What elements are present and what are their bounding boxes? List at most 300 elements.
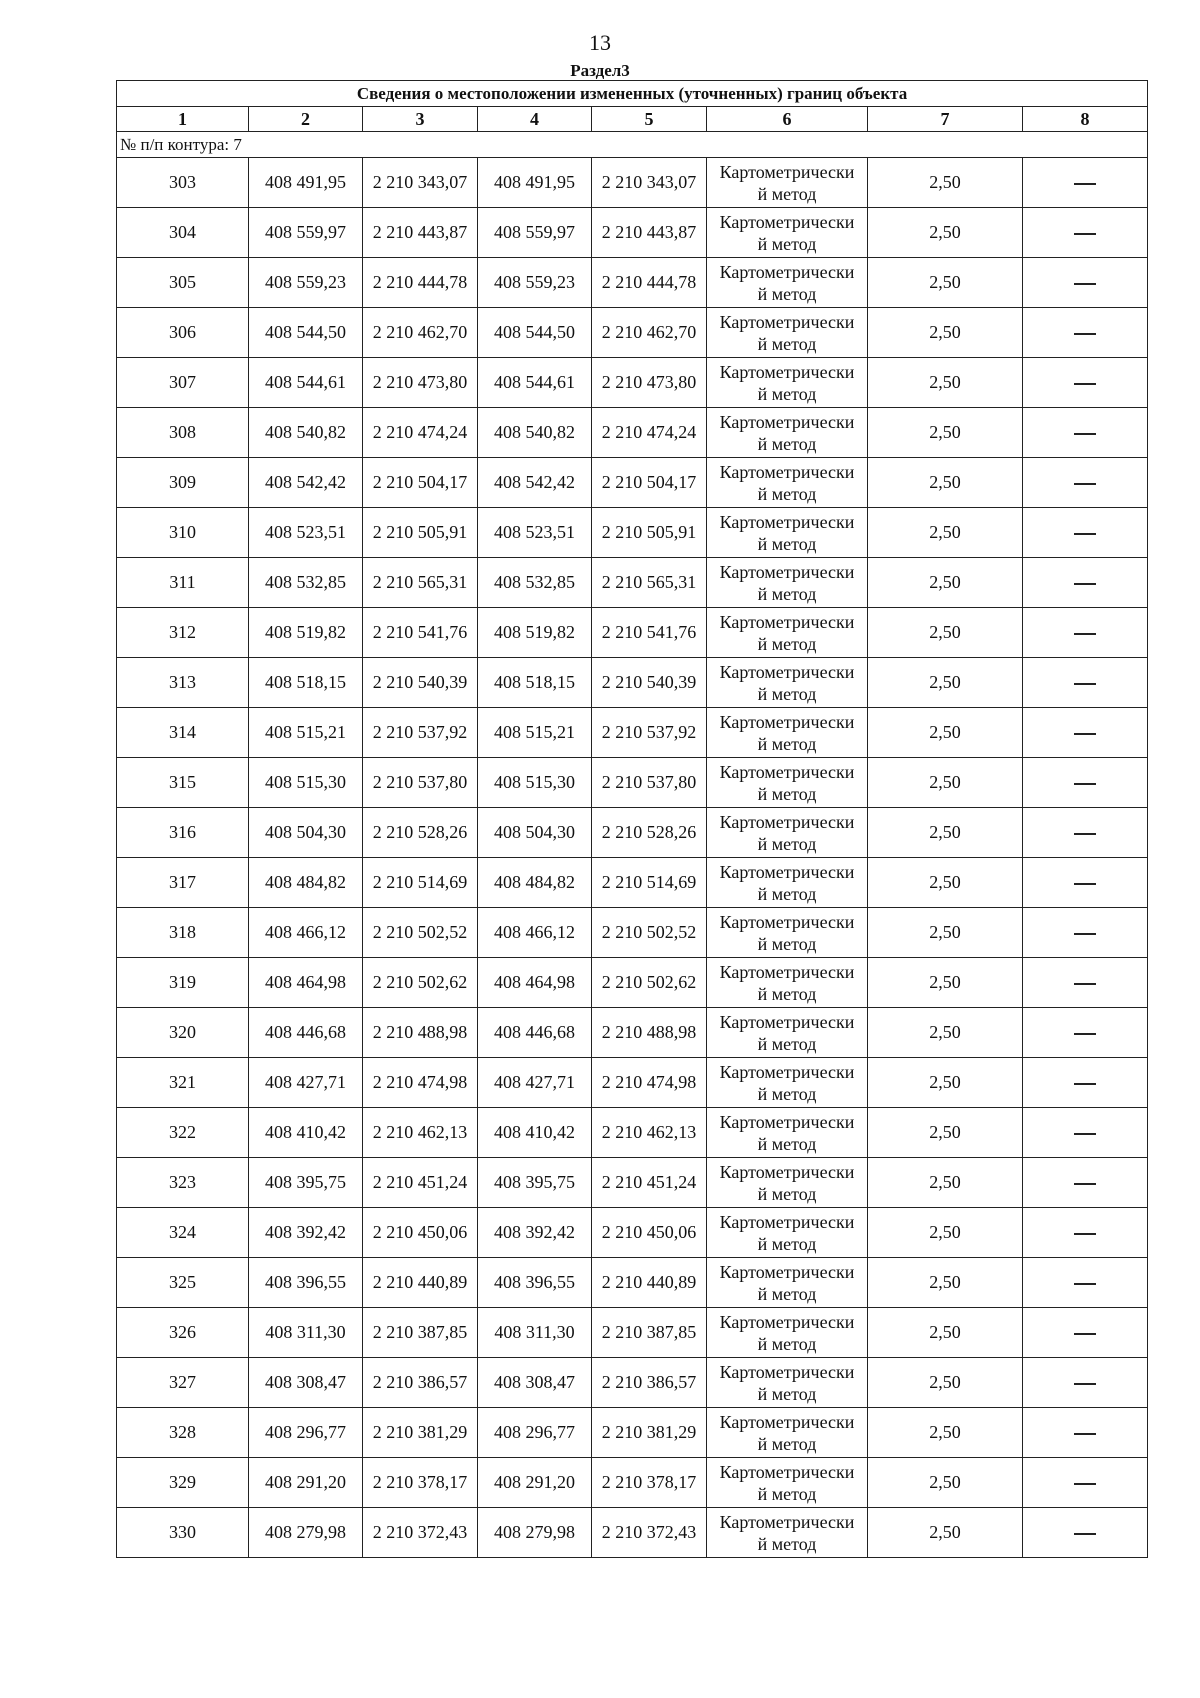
notes-cell xyxy=(1023,1358,1148,1408)
column-header: 6 xyxy=(707,107,868,132)
notes-cell xyxy=(1023,1408,1148,1458)
table-row xyxy=(117,258,1148,308)
method-cell xyxy=(707,1258,868,1308)
method-cell xyxy=(707,1508,868,1558)
method-cell xyxy=(707,1158,868,1208)
method-line-2: й метод xyxy=(757,1383,817,1404)
method-line-2: й метод xyxy=(757,533,817,554)
table-row xyxy=(117,558,1148,608)
notes-cell xyxy=(1023,408,1148,458)
notes-cell xyxy=(1023,1008,1148,1058)
point-number-cell: 307 xyxy=(117,358,249,408)
notes-cell xyxy=(1023,1208,1148,1258)
accuracy-cell: 2,50 xyxy=(868,1508,1023,1558)
method-line-2: й метод xyxy=(757,233,817,254)
method-cell xyxy=(707,558,868,608)
table-row xyxy=(117,508,1148,558)
notes-cell xyxy=(1023,658,1148,708)
existing-x-cell: 408 396,55 xyxy=(249,1258,363,1308)
existing-x-cell: 408 427,71 xyxy=(249,1058,363,1108)
em-dash-icon xyxy=(1074,1533,1096,1535)
page-number: 13 xyxy=(589,30,611,55)
method-cell xyxy=(707,608,868,658)
method-line-1: Картометрически xyxy=(719,761,855,782)
refined-x-cell: 408 532,85 xyxy=(478,558,592,608)
method-cell xyxy=(707,708,868,758)
refined-y-cell: 2 210 514,69 xyxy=(592,858,707,908)
table-row xyxy=(117,1208,1148,1258)
point-number-cell: 317 xyxy=(117,858,249,908)
method-line-2: й метод xyxy=(757,1083,817,1104)
column-header: 1 xyxy=(117,107,249,132)
em-dash-icon xyxy=(1074,283,1096,285)
method-cell xyxy=(707,1408,868,1458)
column-header: 8 xyxy=(1023,107,1148,132)
column-header: 7 xyxy=(868,107,1023,132)
accuracy-cell: 2,50 xyxy=(868,1008,1023,1058)
notes-cell xyxy=(1023,258,1148,308)
refined-y-cell: 2 210 540,39 xyxy=(592,658,707,708)
accuracy-cell: 2,50 xyxy=(868,658,1023,708)
refined-y-cell: 2 210 443,87 xyxy=(592,208,707,258)
existing-x-cell: 408 544,50 xyxy=(249,308,363,358)
method-cell xyxy=(707,1108,868,1158)
accuracy-cell: 2,50 xyxy=(868,858,1023,908)
accuracy-cell: 2,50 xyxy=(868,1408,1023,1458)
method-cell xyxy=(707,408,868,458)
accuracy-cell: 2,50 xyxy=(868,708,1023,758)
point-number-cell: 310 xyxy=(117,508,249,558)
table-row xyxy=(117,1158,1148,1208)
refined-y-cell: 2 210 505,91 xyxy=(592,508,707,558)
accuracy-cell: 2,50 xyxy=(868,358,1023,408)
table-row xyxy=(117,158,1148,208)
refined-x-cell: 408 464,98 xyxy=(478,958,592,1008)
refined-y-cell: 2 210 386,57 xyxy=(592,1358,707,1408)
existing-x-cell: 408 491,95 xyxy=(249,158,363,208)
method-cell xyxy=(707,458,868,508)
accuracy-cell: 2,50 xyxy=(868,758,1023,808)
method-line-1: Картометрически xyxy=(719,1011,855,1032)
method-line-2: й метод xyxy=(757,383,817,404)
refined-y-cell: 2 210 488,98 xyxy=(592,1008,707,1058)
method-cell xyxy=(707,1208,868,1258)
table-caption: Сведения о местоположении измененных (уточненных) границ объекта xyxy=(117,81,1148,107)
point-number-cell: 316 xyxy=(117,808,249,858)
refined-x-cell: 408 519,82 xyxy=(478,608,592,658)
refined-x-cell: 408 392,42 xyxy=(478,1208,592,1258)
refined-x-cell: 408 540,82 xyxy=(478,408,592,458)
method-cell xyxy=(707,658,868,708)
point-number-cell: 306 xyxy=(117,308,249,358)
point-number-cell: 319 xyxy=(117,958,249,1008)
em-dash-icon xyxy=(1074,683,1096,685)
method-line-1: Картометрически xyxy=(719,861,855,882)
em-dash-icon xyxy=(1074,533,1096,535)
table-row xyxy=(117,758,1148,808)
method-cell xyxy=(707,158,868,208)
method-line-1: Картометрически xyxy=(719,161,855,182)
em-dash-icon xyxy=(1074,1333,1096,1335)
em-dash-icon xyxy=(1074,883,1096,885)
existing-y-cell: 2 210 540,39 xyxy=(363,658,478,708)
refined-y-cell: 2 210 474,24 xyxy=(592,408,707,458)
refined-x-cell: 408 518,15 xyxy=(478,658,592,708)
existing-x-cell: 408 540,82 xyxy=(249,408,363,458)
em-dash-icon xyxy=(1074,433,1096,435)
em-dash-icon xyxy=(1074,1483,1096,1485)
table-row xyxy=(117,608,1148,658)
table-row xyxy=(117,1358,1148,1408)
existing-x-cell: 408 532,85 xyxy=(249,558,363,608)
point-number-cell: 324 xyxy=(117,1208,249,1258)
refined-y-cell: 2 210 440,89 xyxy=(592,1258,707,1308)
point-number-cell: 329 xyxy=(117,1458,249,1508)
table-row xyxy=(117,1008,1148,1058)
refined-y-cell: 2 210 378,17 xyxy=(592,1458,707,1508)
table-row xyxy=(117,1308,1148,1358)
refined-x-cell: 408 559,97 xyxy=(478,208,592,258)
point-number-cell: 323 xyxy=(117,1158,249,1208)
refined-y-cell: 2 210 462,70 xyxy=(592,308,707,358)
method-line-2: й метод xyxy=(757,1483,817,1504)
point-number-cell: 303 xyxy=(117,158,249,208)
existing-y-cell: 2 210 528,26 xyxy=(363,808,478,858)
table-row xyxy=(117,858,1148,908)
method-cell xyxy=(707,1308,868,1358)
refined-y-cell: 2 210 537,92 xyxy=(592,708,707,758)
accuracy-cell: 2,50 xyxy=(868,808,1023,858)
refined-x-cell: 408 395,75 xyxy=(478,1158,592,1208)
em-dash-icon xyxy=(1074,483,1096,485)
point-number-cell: 312 xyxy=(117,608,249,658)
accuracy-cell: 2,50 xyxy=(868,1108,1023,1158)
table-row xyxy=(117,408,1148,458)
method-line-2: й метод xyxy=(757,333,817,354)
em-dash-icon xyxy=(1074,233,1096,235)
accuracy-cell: 2,50 xyxy=(868,258,1023,308)
refined-y-cell: 2 210 343,07 xyxy=(592,158,707,208)
table-row xyxy=(117,1258,1148,1308)
method-cell xyxy=(707,958,868,1008)
existing-y-cell: 2 210 343,07 xyxy=(363,158,478,208)
existing-x-cell: 408 291,20 xyxy=(249,1458,363,1508)
method-line-1: Картометрически xyxy=(719,711,855,732)
section-label: Раздел3 xyxy=(570,61,630,80)
existing-y-cell: 2 210 502,62 xyxy=(363,958,478,1008)
notes-cell xyxy=(1023,1308,1148,1358)
em-dash-icon xyxy=(1074,833,1096,835)
refined-x-cell: 408 515,30 xyxy=(478,758,592,808)
method-line-1: Картометрически xyxy=(719,561,855,582)
refined-x-cell: 408 308,47 xyxy=(478,1358,592,1408)
existing-y-cell: 2 210 451,24 xyxy=(363,1158,478,1208)
method-line-1: Картометрически xyxy=(719,211,855,232)
table-row xyxy=(117,908,1148,958)
notes-cell xyxy=(1023,558,1148,608)
existing-y-cell: 2 210 505,91 xyxy=(363,508,478,558)
notes-cell xyxy=(1023,208,1148,258)
table-row xyxy=(117,1458,1148,1508)
notes-cell xyxy=(1023,908,1148,958)
notes-cell xyxy=(1023,708,1148,758)
method-line-1: Картометрически xyxy=(719,361,855,382)
method-line-1: Картометрически xyxy=(719,1511,855,1532)
accuracy-cell: 2,50 xyxy=(868,458,1023,508)
table-row xyxy=(117,958,1148,1008)
table-caption-row xyxy=(117,81,1148,107)
accuracy-cell: 2,50 xyxy=(868,408,1023,458)
point-number-cell: 309 xyxy=(117,458,249,508)
method-line-1: Картометрически xyxy=(719,1261,855,1282)
refined-x-cell: 408 396,55 xyxy=(478,1258,592,1308)
refined-x-cell: 408 515,21 xyxy=(478,708,592,758)
refined-x-cell: 408 491,95 xyxy=(478,158,592,208)
refined-x-cell: 408 296,77 xyxy=(478,1408,592,1458)
refined-x-cell: 408 427,71 xyxy=(478,1058,592,1108)
method-cell xyxy=(707,858,868,908)
method-line-2: й метод xyxy=(757,983,817,1004)
notes-cell xyxy=(1023,1158,1148,1208)
notes-cell xyxy=(1023,758,1148,808)
method-line-2: й метод xyxy=(757,1033,817,1054)
method-line-2: й метод xyxy=(757,633,817,654)
method-cell xyxy=(707,1058,868,1108)
method-line-2: й метод xyxy=(757,1333,817,1354)
notes-cell xyxy=(1023,158,1148,208)
refined-x-cell: 408 466,12 xyxy=(478,908,592,958)
table-row xyxy=(117,1058,1148,1108)
method-line-2: й метод xyxy=(757,883,817,904)
em-dash-icon xyxy=(1074,1133,1096,1135)
point-number-cell: 308 xyxy=(117,408,249,458)
table-row xyxy=(117,1508,1148,1558)
refined-x-cell: 408 544,50 xyxy=(478,308,592,358)
existing-y-cell: 2 210 541,76 xyxy=(363,608,478,658)
existing-y-cell: 2 210 514,69 xyxy=(363,858,478,908)
existing-y-cell: 2 210 387,85 xyxy=(363,1308,478,1358)
em-dash-icon xyxy=(1074,633,1096,635)
refined-x-cell: 408 279,98 xyxy=(478,1508,592,1558)
method-cell xyxy=(707,808,868,858)
method-cell xyxy=(707,1008,868,1058)
em-dash-icon xyxy=(1074,783,1096,785)
refined-x-cell: 408 559,23 xyxy=(478,258,592,308)
existing-x-cell: 408 484,82 xyxy=(249,858,363,908)
accuracy-cell: 2,50 xyxy=(868,308,1023,358)
existing-y-cell: 2 210 502,52 xyxy=(363,908,478,958)
accuracy-cell: 2,50 xyxy=(868,1458,1023,1508)
existing-y-cell: 2 210 444,78 xyxy=(363,258,478,308)
method-line-1: Картометрически xyxy=(719,1411,855,1432)
notes-cell xyxy=(1023,358,1148,408)
table-row xyxy=(117,808,1148,858)
method-line-2: й метод xyxy=(757,933,817,954)
existing-y-cell: 2 210 473,80 xyxy=(363,358,478,408)
method-line-2: й метод xyxy=(757,683,817,704)
existing-y-cell: 2 210 474,24 xyxy=(363,408,478,458)
method-line-1: Картометрически xyxy=(719,461,855,482)
method-line-2: й метод xyxy=(757,1433,817,1454)
refined-y-cell: 2 210 473,80 xyxy=(592,358,707,408)
method-line-1: Картометрически xyxy=(719,1061,855,1082)
method-line-2: й метод xyxy=(757,183,817,204)
existing-x-cell: 408 519,82 xyxy=(249,608,363,658)
point-number-cell: 313 xyxy=(117,658,249,708)
accuracy-cell: 2,50 xyxy=(868,908,1023,958)
method-cell xyxy=(707,258,868,308)
em-dash-icon xyxy=(1074,583,1096,585)
refined-x-cell: 408 311,30 xyxy=(478,1308,592,1358)
table-row xyxy=(117,208,1148,258)
refined-x-cell: 408 484,82 xyxy=(478,858,592,908)
refined-y-cell: 2 210 565,31 xyxy=(592,558,707,608)
refined-y-cell: 2 210 528,26 xyxy=(592,808,707,858)
refined-x-cell: 408 523,51 xyxy=(478,508,592,558)
existing-x-cell: 408 466,12 xyxy=(249,908,363,958)
refined-x-cell: 408 446,68 xyxy=(478,1008,592,1058)
existing-x-cell: 408 504,30 xyxy=(249,808,363,858)
refined-x-cell: 408 291,20 xyxy=(478,1458,592,1508)
refined-x-cell: 408 410,42 xyxy=(478,1108,592,1158)
notes-cell xyxy=(1023,308,1148,358)
method-cell xyxy=(707,908,868,958)
existing-y-cell: 2 210 462,13 xyxy=(363,1108,478,1158)
method-line-2: й метод xyxy=(757,733,817,754)
method-line-1: Картометрически xyxy=(719,1111,855,1132)
em-dash-icon xyxy=(1074,1233,1096,1235)
method-line-1: Картометрически xyxy=(719,811,855,832)
existing-x-cell: 408 296,77 xyxy=(249,1408,363,1458)
existing-x-cell: 408 395,75 xyxy=(249,1158,363,1208)
table-row xyxy=(117,458,1148,508)
em-dash-icon xyxy=(1074,1383,1096,1385)
method-line-1: Картометрически xyxy=(719,1311,855,1332)
existing-x-cell: 408 518,15 xyxy=(249,658,363,708)
notes-cell xyxy=(1023,958,1148,1008)
refined-y-cell: 2 210 502,52 xyxy=(592,908,707,958)
refined-x-cell: 408 544,61 xyxy=(478,358,592,408)
method-cell xyxy=(707,308,868,358)
em-dash-icon xyxy=(1074,1083,1096,1085)
em-dash-icon xyxy=(1074,1183,1096,1185)
existing-y-cell: 2 210 537,80 xyxy=(363,758,478,808)
existing-x-cell: 408 544,61 xyxy=(249,358,363,408)
point-number-cell: 325 xyxy=(117,1258,249,1308)
method-line-1: Картометрически xyxy=(719,911,855,932)
refined-y-cell: 2 210 462,13 xyxy=(592,1108,707,1158)
refined-y-cell: 2 210 381,29 xyxy=(592,1408,707,1458)
point-number-cell: 314 xyxy=(117,708,249,758)
method-line-1: Картометрически xyxy=(719,661,855,682)
method-line-2: й метод xyxy=(757,433,817,454)
existing-y-cell: 2 210 474,98 xyxy=(363,1058,478,1108)
notes-cell xyxy=(1023,1258,1148,1308)
existing-x-cell: 408 410,42 xyxy=(249,1108,363,1158)
point-number-cell: 318 xyxy=(117,908,249,958)
point-number-cell: 327 xyxy=(117,1358,249,1408)
method-line-1: Картометрически xyxy=(719,961,855,982)
column-header: 2 xyxy=(249,107,363,132)
accuracy-cell: 2,50 xyxy=(868,1308,1023,1358)
point-number-cell: 305 xyxy=(117,258,249,308)
method-cell xyxy=(707,208,868,258)
boundary-coordinates-table xyxy=(116,80,1148,1558)
method-line-1: Картометрически xyxy=(719,311,855,332)
notes-cell xyxy=(1023,458,1148,508)
existing-y-cell: 2 210 450,06 xyxy=(363,1208,478,1258)
existing-y-cell: 2 210 462,70 xyxy=(363,308,478,358)
accuracy-cell: 2,50 xyxy=(868,1158,1023,1208)
notes-cell xyxy=(1023,608,1148,658)
existing-y-cell: 2 210 504,17 xyxy=(363,458,478,508)
accuracy-cell: 2,50 xyxy=(868,1058,1023,1108)
em-dash-icon xyxy=(1074,333,1096,335)
method-line-2: й метод xyxy=(757,1233,817,1254)
method-line-2: й метод xyxy=(757,283,817,304)
refined-y-cell: 2 210 450,06 xyxy=(592,1208,707,1258)
notes-cell xyxy=(1023,858,1148,908)
method-line-1: Картометрически xyxy=(719,511,855,532)
point-number-cell: 322 xyxy=(117,1108,249,1158)
refined-y-cell: 2 210 537,80 xyxy=(592,758,707,808)
accuracy-cell: 2,50 xyxy=(868,158,1023,208)
existing-x-cell: 408 515,21 xyxy=(249,708,363,758)
existing-x-cell: 408 515,30 xyxy=(249,758,363,808)
existing-y-cell: 2 210 381,29 xyxy=(363,1408,478,1458)
existing-y-cell: 2 210 378,17 xyxy=(363,1458,478,1508)
accuracy-cell: 2,50 xyxy=(868,1258,1023,1308)
point-number-cell: 304 xyxy=(117,208,249,258)
existing-x-cell: 408 392,42 xyxy=(249,1208,363,1258)
method-line-1: Картометрически xyxy=(719,1211,855,1232)
table-row xyxy=(117,1408,1148,1458)
accuracy-cell: 2,50 xyxy=(868,208,1023,258)
method-line-1: Картометрически xyxy=(719,611,855,632)
notes-cell xyxy=(1023,1458,1148,1508)
accuracy-cell: 2,50 xyxy=(868,508,1023,558)
point-number-cell: 320 xyxy=(117,1008,249,1058)
method-line-1: Картометрически xyxy=(719,1461,855,1482)
notes-cell xyxy=(1023,1058,1148,1108)
refined-x-cell: 408 542,42 xyxy=(478,458,592,508)
existing-x-cell: 408 311,30 xyxy=(249,1308,363,1358)
method-cell xyxy=(707,508,868,558)
existing-y-cell: 2 210 565,31 xyxy=(363,558,478,608)
existing-x-cell: 408 523,51 xyxy=(249,508,363,558)
refined-y-cell: 2 210 444,78 xyxy=(592,258,707,308)
existing-y-cell: 2 210 386,57 xyxy=(363,1358,478,1408)
refined-y-cell: 2 210 502,62 xyxy=(592,958,707,1008)
method-line-1: Картометрически xyxy=(719,1361,855,1382)
em-dash-icon xyxy=(1074,933,1096,935)
em-dash-icon xyxy=(1074,1033,1096,1035)
refined-y-cell: 2 210 451,24 xyxy=(592,1158,707,1208)
refined-y-cell: 2 210 387,85 xyxy=(592,1308,707,1358)
notes-cell xyxy=(1023,1508,1148,1558)
contour-label: № п/п контура: 7 xyxy=(117,132,1148,158)
column-header: 4 xyxy=(478,107,592,132)
existing-y-cell: 2 210 488,98 xyxy=(363,1008,478,1058)
point-number-cell: 328 xyxy=(117,1408,249,1458)
existing-x-cell: 408 542,42 xyxy=(249,458,363,508)
contour-row xyxy=(117,132,1148,158)
method-line-1: Картометрически xyxy=(719,1161,855,1182)
existing-x-cell: 408 308,47 xyxy=(249,1358,363,1408)
column-header-row xyxy=(117,107,1148,132)
table-row xyxy=(117,1108,1148,1158)
em-dash-icon xyxy=(1074,383,1096,385)
